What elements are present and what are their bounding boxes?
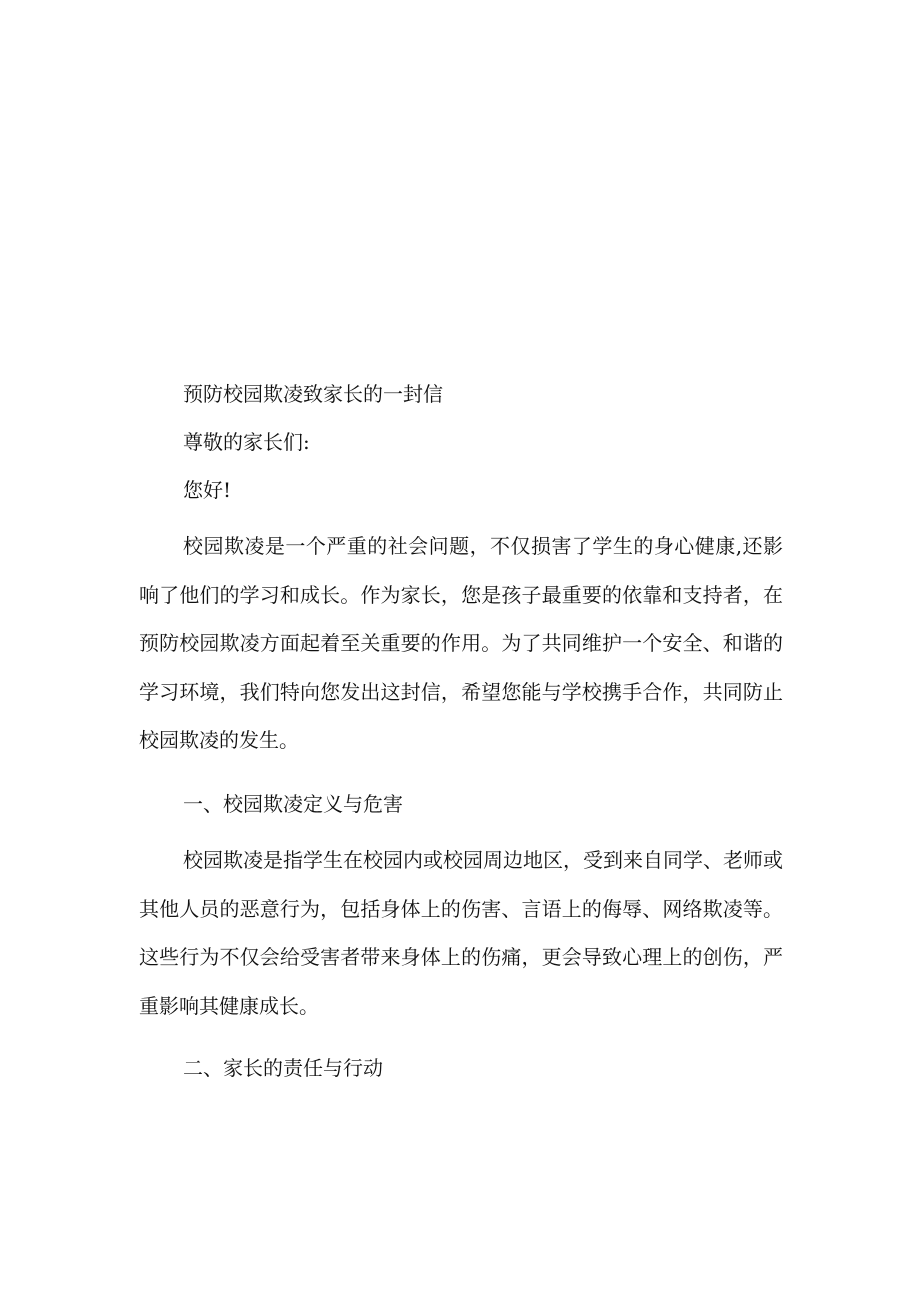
section-heading-parent-responsibility: 二、家长的责任与行动 bbox=[183, 1056, 383, 1081]
letter-body bbox=[139, 382, 783, 1080]
greeting: 您好! bbox=[183, 478, 232, 502]
paragraph-intro: 校园欺凌是一个严重的社会问题，不仅损害了学生的身心健康,还影响了他们的学习和成长。作为家长，您是孩子最重要的依靠和支持者，在预防校园欺凌方面起着至关重要的作用。为了共同维护一个安全、和谐的学习环境，我们特向您发出这封信，希望您能与学校携手合作，共同防止校园欺凌的发生。 bbox=[139, 534, 783, 753]
salutation: 尊敬的家长们: bbox=[183, 430, 310, 454]
section-heading-definition: 一、校园欺凌定义与危害 bbox=[183, 791, 403, 816]
letter-title: 预防校园欺凌致家长的一封信 bbox=[183, 382, 443, 406]
paragraph-definition: 校园欺凌是指学生在校园内或校园周边地区，受到来自同学、老师或其他人员的恶意行为，包括身体上的伤害、言语上的侮辱、网络欺凌等。这些行为不仅会给受害者带来身体上的伤痛，更会导致心理上的创伤，严重影响其健康成长。 bbox=[139, 847, 783, 1018]
